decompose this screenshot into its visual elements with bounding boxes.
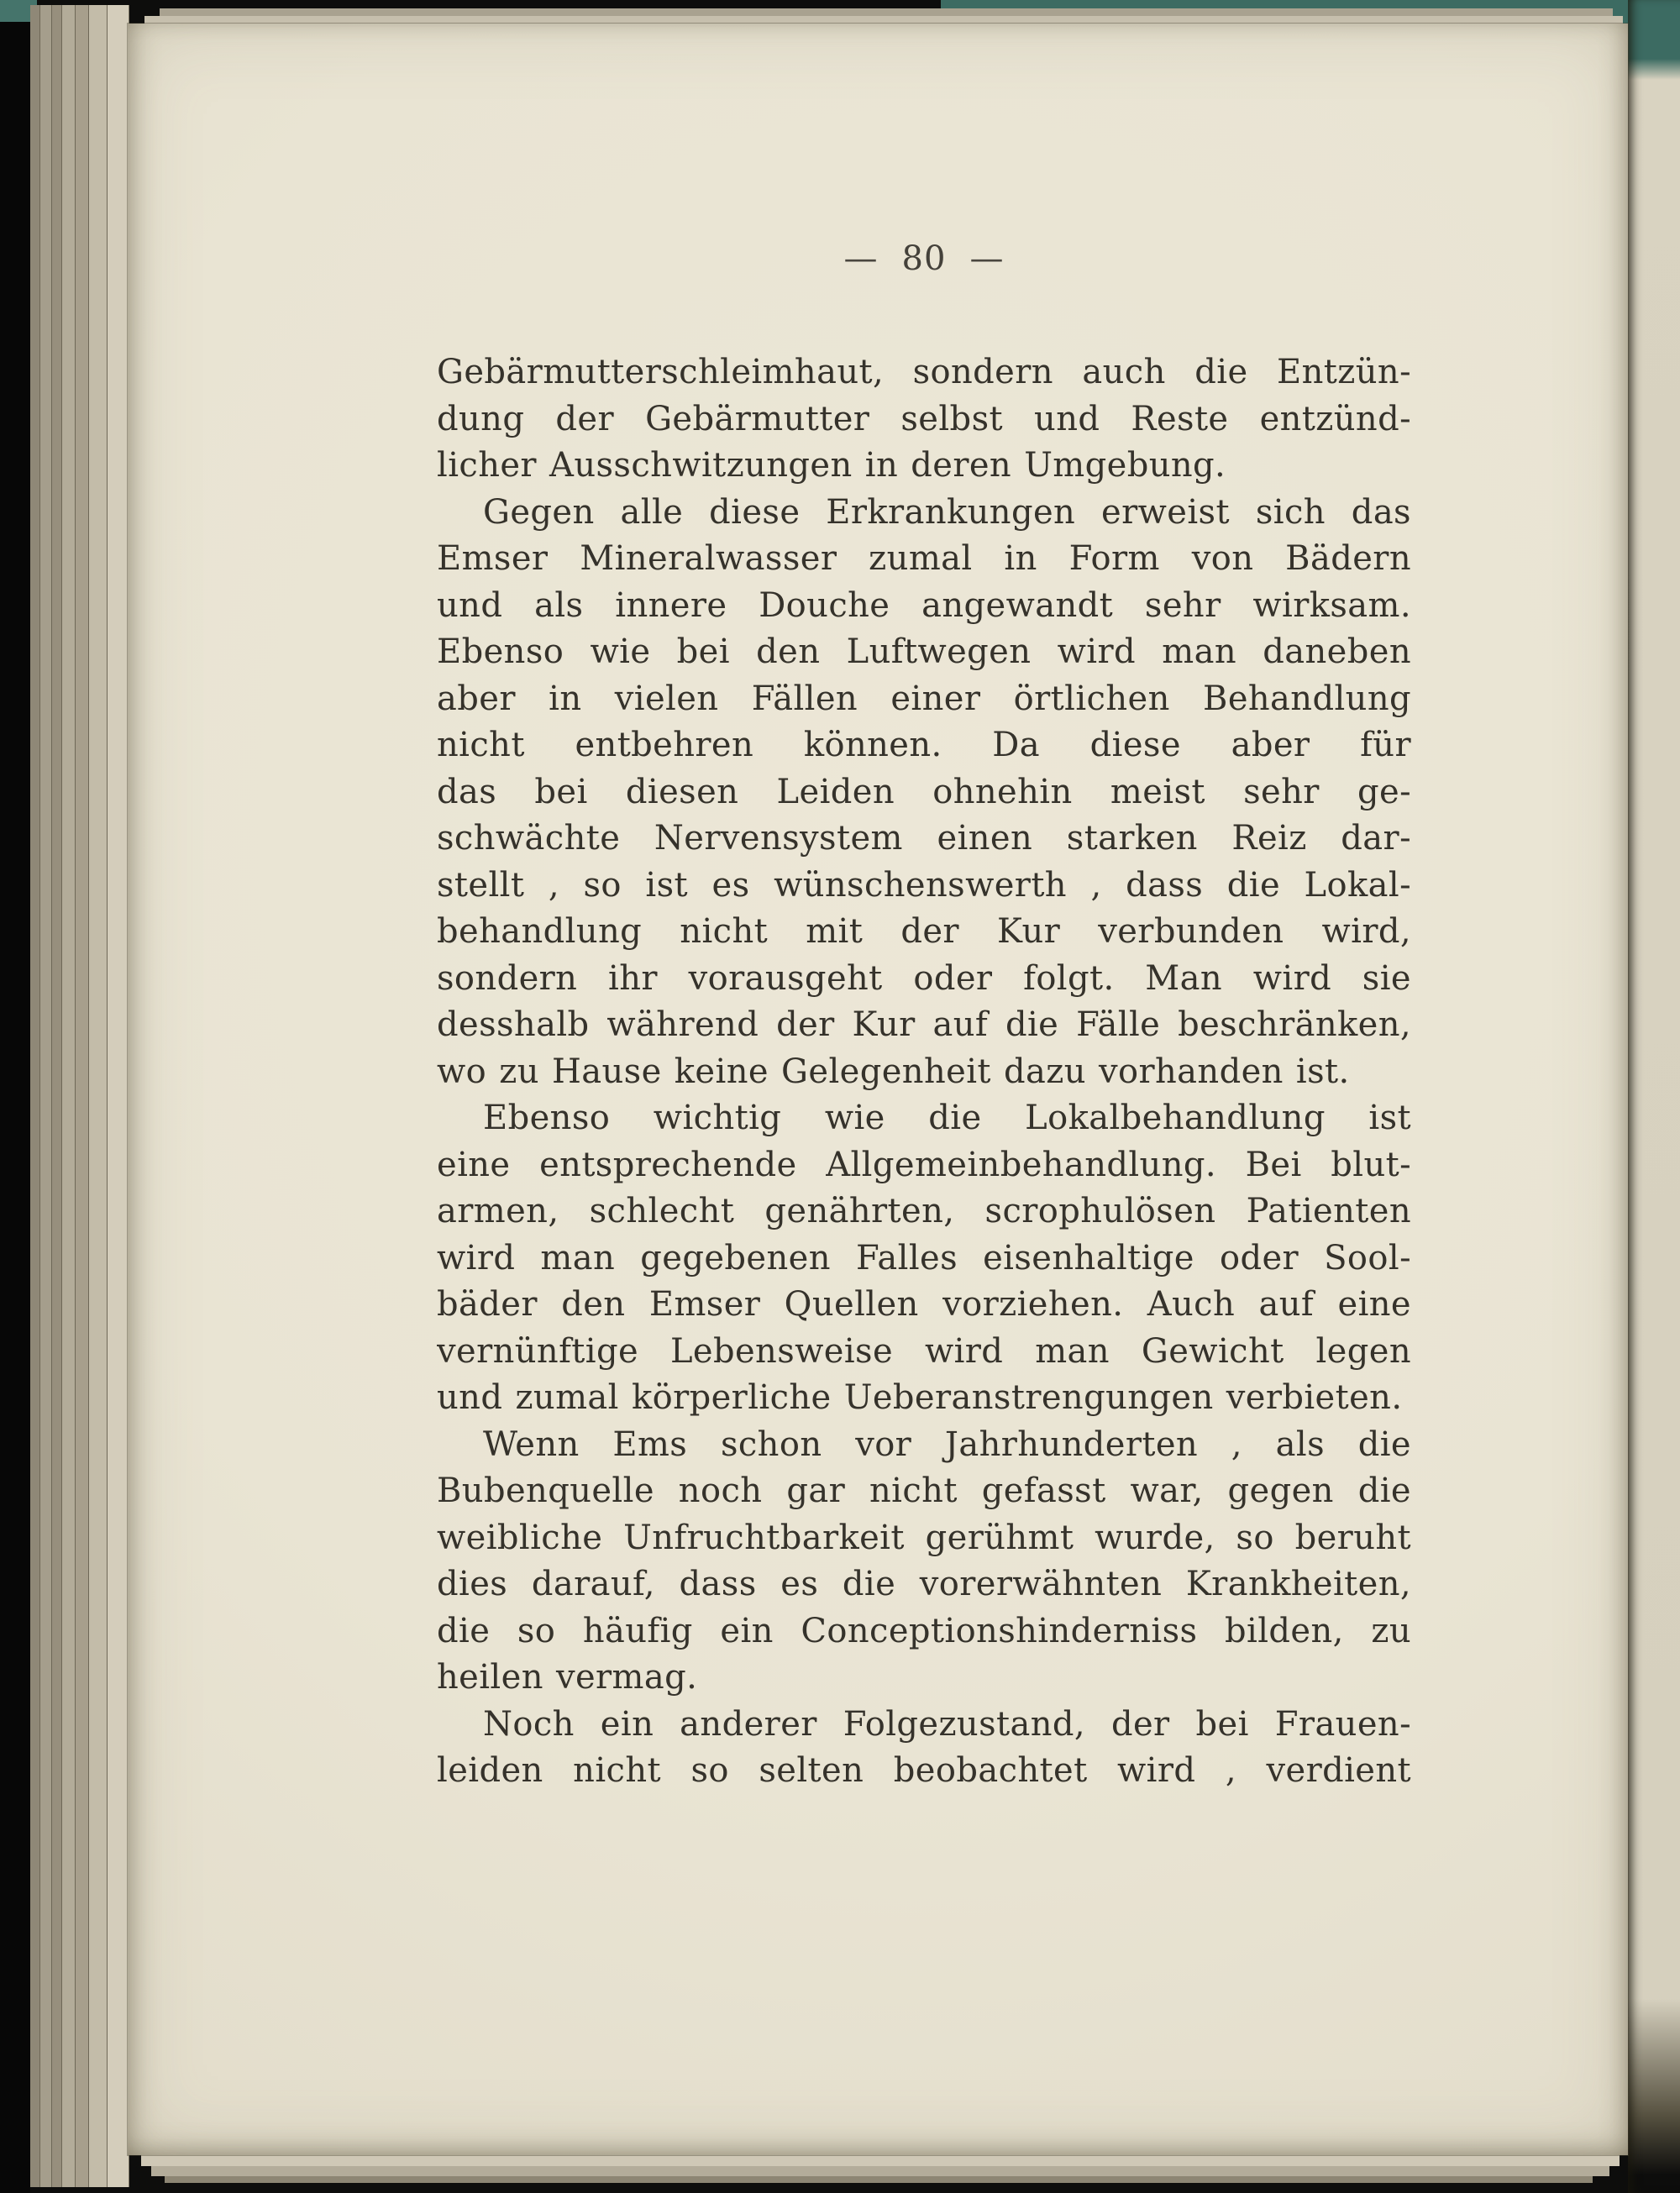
text-line: Gegen alle diese Erkrankungen erweist sich das xyxy=(483,492,1411,532)
text-line: Noch ein anderer Folgezustand, der bei Frauen- xyxy=(483,1704,1411,1744)
text-line: vernünftige Lebensweise wird man Gewicht legen xyxy=(437,1331,1411,1371)
background-left xyxy=(0,0,30,2193)
text-line: weibliche Unfruchtbarkeit gerühmt wurde, so beruht xyxy=(437,1518,1411,1557)
page-edge-bottom xyxy=(151,2166,1609,2176)
text-line: Bubenquelle noch gar nicht gefasst war, gegen die xyxy=(437,1472,1411,1510)
page-number-value: 80 xyxy=(901,239,947,278)
page-edge-strip xyxy=(108,5,129,2187)
page-number xyxy=(437,235,1411,282)
text-line: Gebärmutterschleimhaut, sondern auch die Entzün- xyxy=(437,353,1411,391)
facing-page-edge xyxy=(1628,0,1680,2193)
book-page xyxy=(128,24,1628,2155)
page-edge-top xyxy=(160,8,1613,16)
text-line: leiden nicht so selten beobachtet wird , verdient xyxy=(437,1751,1411,1790)
page-number-dash-right: — xyxy=(969,239,1005,278)
page-edge-strip xyxy=(89,5,108,2187)
text-line: und zumal körperliche Ueberanstrengungen verbieten. xyxy=(437,1378,1403,1417)
paragraph xyxy=(437,1422,1411,1702)
text-line: bäder den Emser Quellen vorziehen. Auch auf eine xyxy=(437,1285,1411,1324)
text-line: das bei diesen Leiden ohnehin meist sehr ge- xyxy=(437,772,1411,811)
text-line: sondern ihr vorausgeht oder folgt. Man wird sie xyxy=(437,958,1411,998)
page-edge-strip xyxy=(62,5,76,2187)
paragraph xyxy=(437,490,1411,1096)
text-line: schwächte Nervensystem einen starken Reiz dar- xyxy=(437,819,1411,858)
text-block xyxy=(437,349,1411,1795)
page-edge-strip xyxy=(30,5,40,2187)
text-line: eine entsprechende Allgemeinbehandlung. Bei blut- xyxy=(437,1145,1411,1184)
page-edge-strip xyxy=(40,5,52,2187)
page-edge-bottom xyxy=(165,2176,1593,2183)
text-line: licher Ausschwitzungen in deren Umgebung. xyxy=(437,446,1226,485)
paragraph xyxy=(437,1702,1411,1795)
text-line: aber in vielen Fällen einer örtlichen Behandlung xyxy=(437,679,1411,718)
text-line: Emser Mineralwasser zumal in Form von Bädern xyxy=(437,539,1411,578)
page-number-dash-left: — xyxy=(843,239,879,278)
paragraph xyxy=(437,1095,1411,1422)
text-line: heilen vermag. xyxy=(437,1658,698,1697)
text-line: wo zu Hause keine Gelegenheit dazu vorhanden ist. xyxy=(437,1052,1350,1091)
text-line: dies darauf, dass es die vorerwähnten Krankheiten, xyxy=(437,1565,1411,1603)
text-line: stellt , so ist es wünschenswerth , dass die Lokal- xyxy=(437,865,1411,905)
text-line: dung der Gebärmutter selbst und Reste entzünd- xyxy=(437,399,1411,438)
text-line: desshalb während der Kur auf die Fälle beschränken, xyxy=(437,1005,1411,1044)
text-line: Ebenso wichtig wie die Lokalbehandlung ist xyxy=(483,1099,1411,1137)
text-line: Wenn Ems schon vor Jahrhunderten , als die xyxy=(483,1424,1411,1464)
page-stack-left-edges xyxy=(30,5,129,2187)
page-edge-bottom xyxy=(141,2155,1620,2166)
text-line: armen, schlecht genährten, scrophulösen Patienten xyxy=(437,1192,1411,1230)
text-line: nicht entbehren können. Da diese aber für xyxy=(437,726,1411,764)
text-line: Ebenso wie bei den Luftwegen wird man daneben xyxy=(437,632,1411,671)
page-edge-strip xyxy=(52,5,62,2187)
paragraph xyxy=(437,349,1411,490)
text-line: wird man gegebenen Falles eisenhaltige oder Sool- xyxy=(437,1238,1411,1278)
text-line: behandlung nicht mit der Kur verbunden wird, xyxy=(437,912,1411,951)
text-line: die so häufig ein Conceptionshinderniss bilden, zu xyxy=(437,1611,1411,1650)
page-edge-strip xyxy=(76,5,89,2187)
text-line: und als innere Douche angewandt sehr wirksam. xyxy=(437,585,1411,625)
